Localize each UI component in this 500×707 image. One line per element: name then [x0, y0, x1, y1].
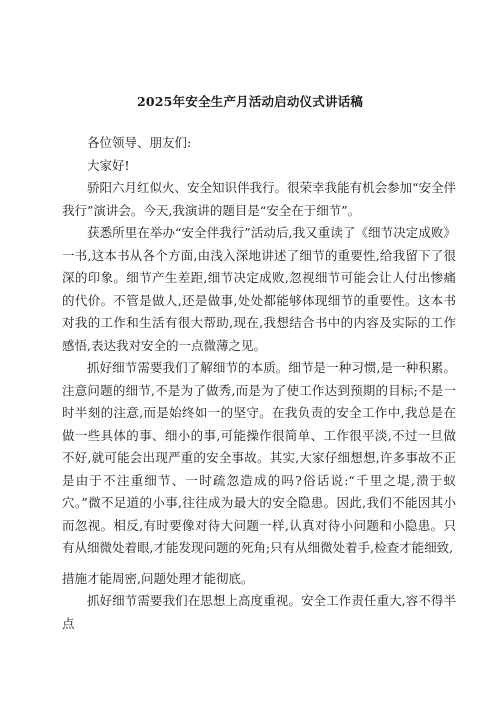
salutation: 各位领导、朋友们: — [87, 135, 192, 150]
paragraph: 抓好细节需要我们在思想上高度重视。安全工作责任重大,容不得半点 — [62, 593, 456, 631]
greeting: 大家好! — [87, 157, 130, 173]
document-title: 2025年安全生产月活动启动仪式讲话稿 — [136, 94, 364, 109]
paragraph-continuation: 措施才能周密,问题处理才能彻底。 — [62, 570, 254, 586]
document-body — [62, 132, 456, 635]
paragraph: 骄阳六月红似火、安全知识伴我行。很荣幸我能有机会参加“安全伴我行”演讲会。今天,我演讲的题目是“安全在于细节”。 — [62, 180, 456, 218]
paragraph: 抓好细节需要我们了解细节的本质。细节是一种习惯,是一种积累。注意问题的细节,不是为了做秀,而是为了使工作达到预期的目标;不是一时半刻的注意,而是始终如一的坚守。在我负责的安全工作中,我总是在做一些具体的事、细小的事,可能操作很简单、工作很平淡,不过一旦做不好,就可能会出现严重的安全事故。其实,大家仔细想想,许多事故不正是由于不注重细节、一时疏忽造成的吗?俗话说:“千里之堤,溃于蚁穴。”微不足道的小事,往往成为最大的安全隐患。因此,我们不能因其小而忽视。相反,有时要像对待大问题一样,认真对待小问题和小隐患。只有从细微处着眼,才能发现问题的死角;只有从细微处着手,检查才能细致, — [62, 360, 456, 555]
paragraph: 获悉所里在举办“安全伴我行”活动后,我又重读了《细节决定成败》一书,这本书从各个方面,由浅入深地讲述了细节的重要性,给我留下了很深的印象。细节产生差距,细节决定成败,忽视细节可能会让人付出惨痛的代价。不管是做人,还是做事,处处都能够体现细节的重要性。这本书对我的工作和生活有很大帮助,现在,我想结合书中的内容及实际的工作感悟,表达我对安全的一点微薄之见。 — [62, 225, 456, 353]
